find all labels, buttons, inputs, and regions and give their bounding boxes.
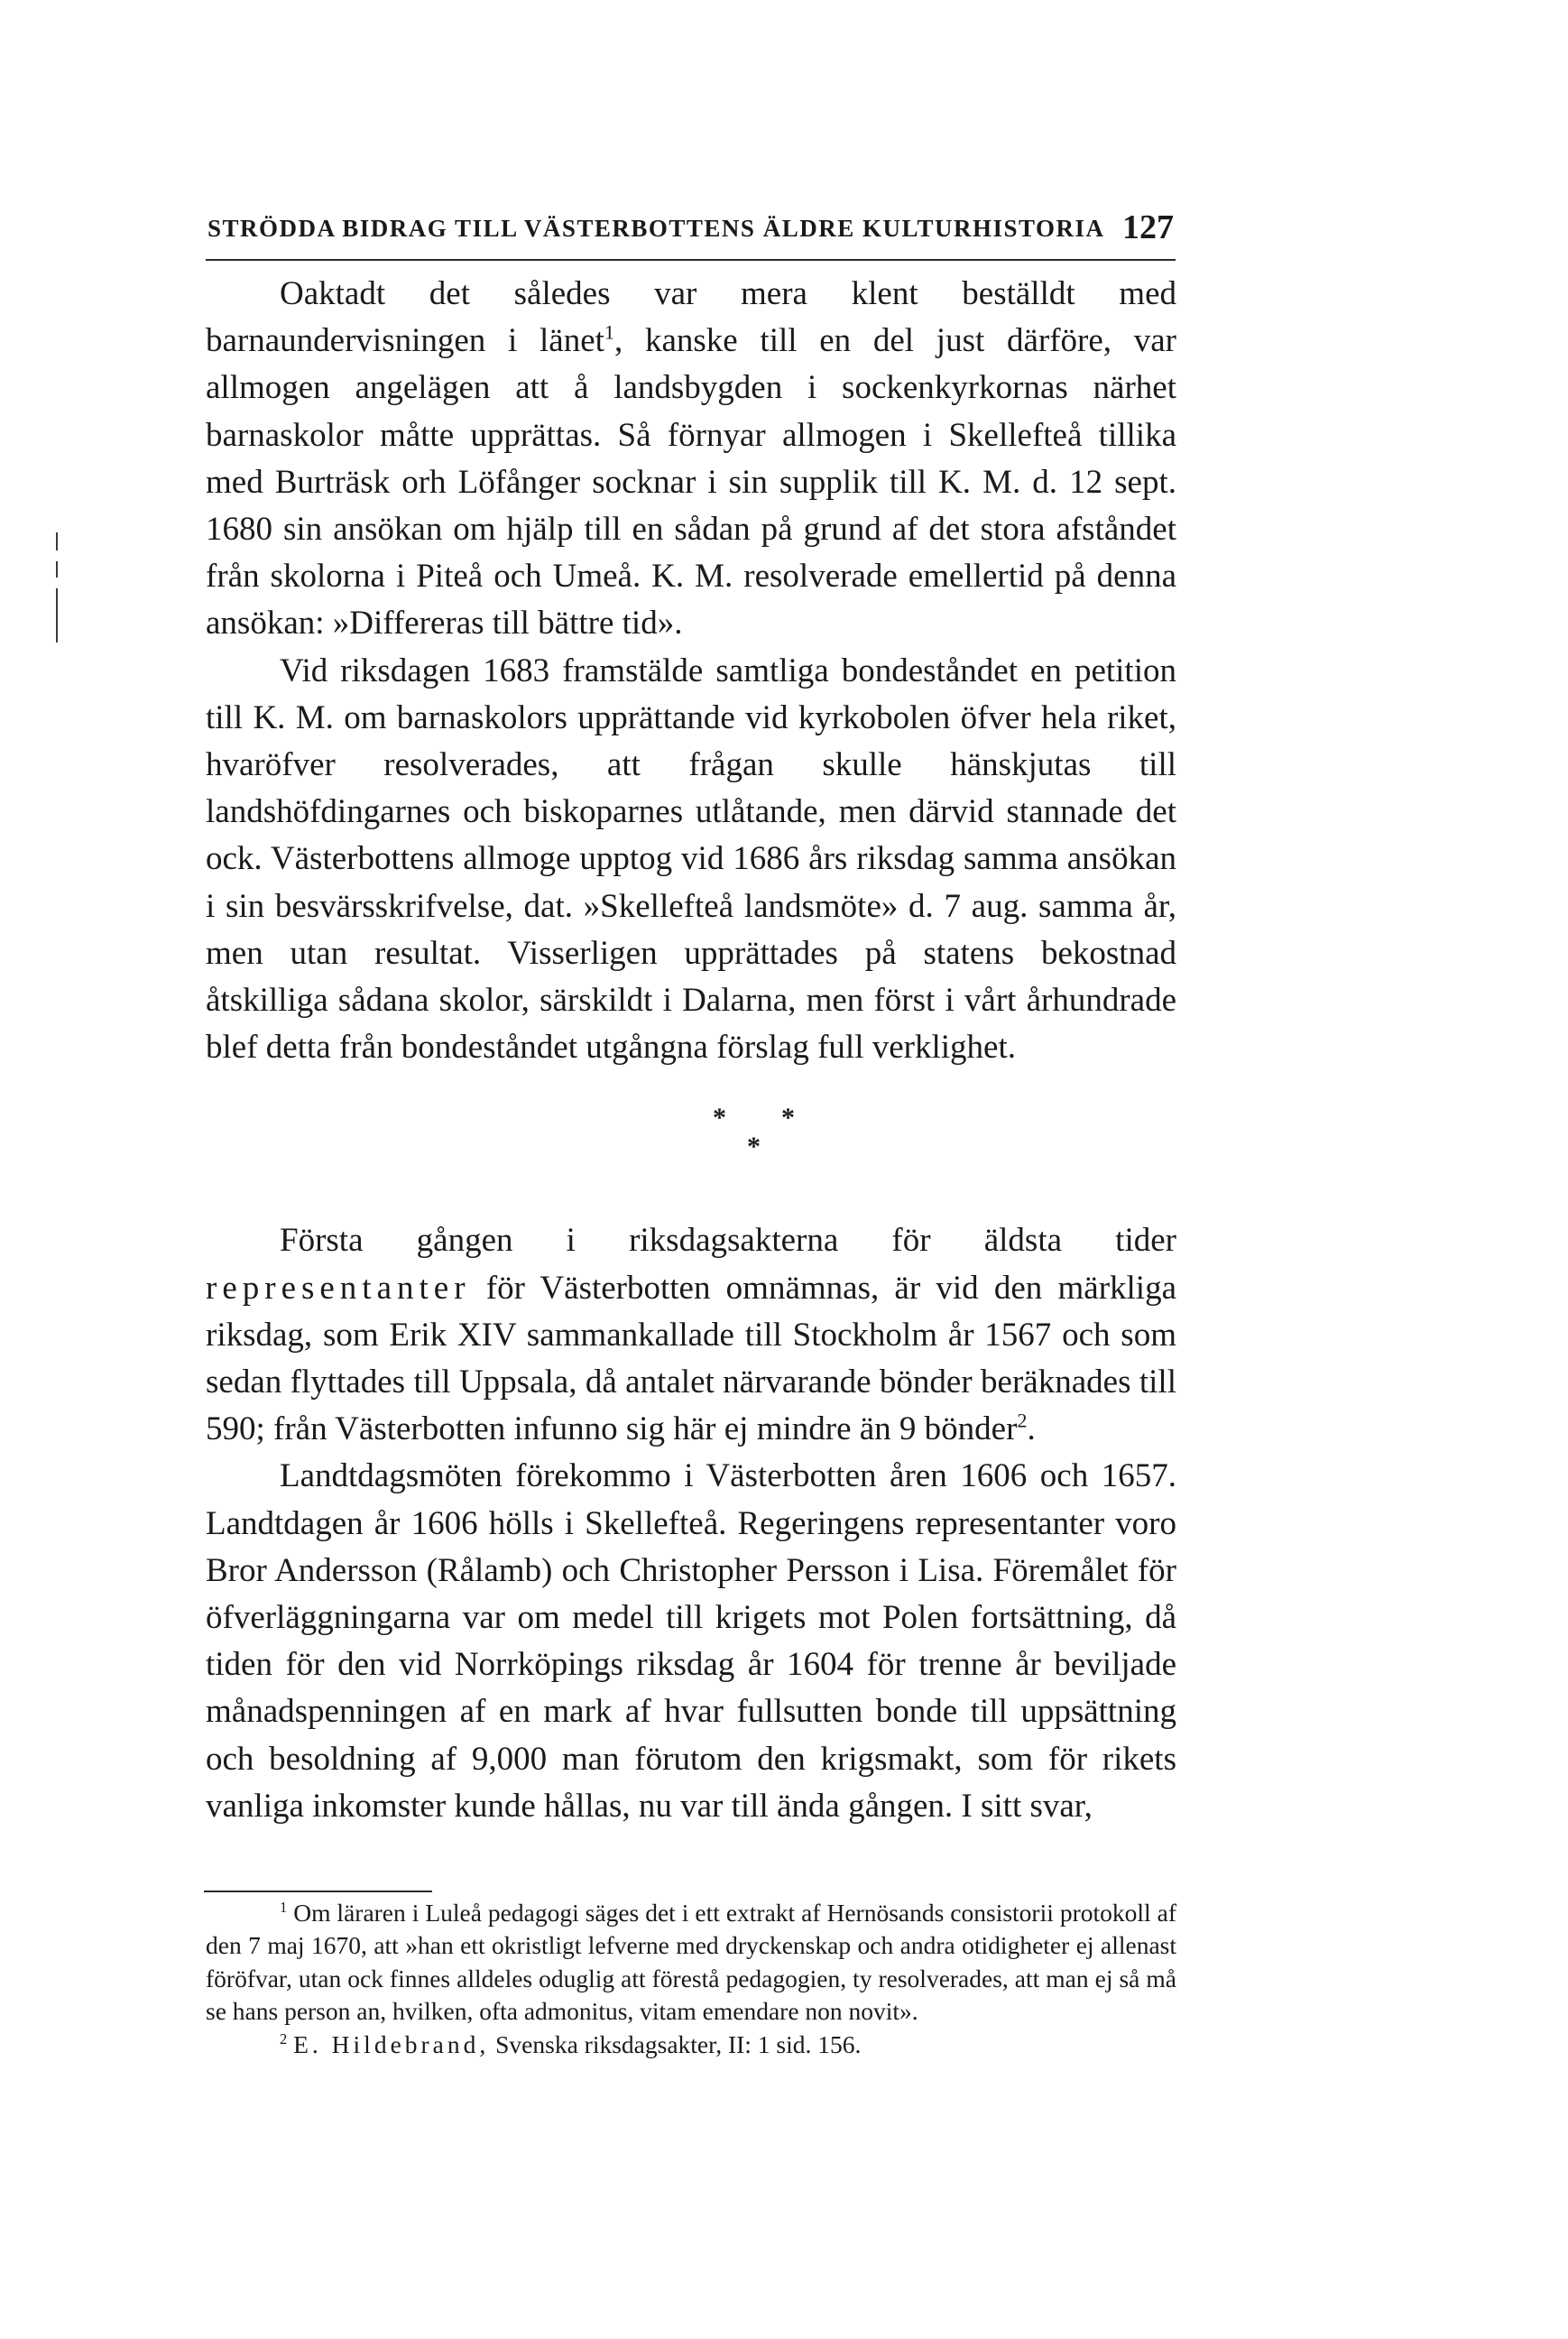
text-run: . <box>1027 1410 1036 1448</box>
running-head <box>206 204 1174 258</box>
paragraph <box>206 1217 1176 1453</box>
asterism-star: * <box>713 1103 726 1133</box>
running-head-title: STRÖDDA BIDRAG TILL VÄSTERBOTTENS ÄLDRE KULTURHISTORIA <box>208 215 1105 242</box>
section-break <box>206 1071 1176 1217</box>
margin-mark <box>56 561 58 578</box>
spaced-emphasis: E. Hildebrand, <box>293 2029 490 2058</box>
page-number: 127 <box>1122 208 1174 246</box>
spaced-emphasis: representanter <box>206 1269 471 1307</box>
main-text <box>206 271 1176 1830</box>
footnote <box>206 2029 1176 2061</box>
footnote <box>206 1897 1176 2029</box>
text-run: , kanske till en del just därföre, var allmogen angelägen att å landsbygden i sockenkyrkornas närhet barnaskolor måtte upprättas. Så förnyar allmogen i Skellefteå tillika med Burträsk orh Löfånger socknar i sin supplik till K. M. d. 12 sept. 1680 sin ansökan om hjälp till en sådan på grund af det stora afståndet från skolorna i Piteå och Umeå. K. M. resolverade emellertid på denna ansökan: »Differeras till bättre tid». <box>206 322 1176 643</box>
margin-mark <box>56 588 58 643</box>
text-run: Oaktadt det således var mera klent beställdt med barnaundervisningen i länet <box>206 275 1176 360</box>
header-rule <box>206 259 1176 261</box>
footnotes <box>206 1897 1176 2061</box>
margin-mark <box>56 532 58 550</box>
paragraph <box>206 648 1176 1072</box>
asterism-star: * <box>781 1103 795 1133</box>
footnote-rule <box>204 1891 432 1892</box>
footnote-marker: 2 <box>1017 1409 1028 1432</box>
text-run: Om läraren i Luleå pedagogi säges det i ett extrakt af Hernösands consistorii protokoll af den 7 maj 1670, att »han ett okristligt lefverne med dryckenskap och andra otidigheter ej allenast föröfvar, utan ock finnes alldeles oduglig att förestå pedagogien, ty resolverades, att man ej så må se hans person an, hvilken, ofta admonitus, vitam emendare non novit». <box>206 1899 1176 2026</box>
paragraph <box>206 271 1176 648</box>
text-run: Landtdagsmöten förekommo i Västerbotten åren 1606 och 1657. Landtdagen år 1606 hölls i Skellefteå. Regeringens representanter voro Bror Andersson (Rålamb) och Christopher Persson i Lisa. Föremålet för öfverläggningarna var om medel till krigets mot Polen fortsättning, då tiden för den vid Norrköpings riksdag år 1604 för trenne år beviljade månadspenningen af en mark af hvar fullsutten bonde till uppsättning och besoldning af 9,000 man förutom den krigsmakt, som för rikets vanliga inkomster kunde hållas, nu var till ända gången. I sitt svar, <box>206 1457 1176 1825</box>
text-run: Vid riksdagen 1683 framstälde samtliga bondeståndet en petition till K. M. om barnaskolors upprättande vid kyrkobolen öfver hela riket, hvaröfver resolverades, att frågan skulle hänskjutas till landshöfdingarnes och biskoparnes utlåtande, men därvid stannade det ock. Västerbottens allmoge upptog vid 1686 års riksdag samma ansökan i sin besvärsskrifvelse, dat. »Skellefteå landsmöte» d. 7 aug. samma år, men utan resultat. Visserligen upprättades på statens bekostnad åtskilliga sådana skolor, särskildt i Dalarna, men först i vårt århundrade blef detta från bondeståndet utgångna förslag full verklighet. <box>206 652 1176 1067</box>
text-run: för Västerbotten omnämnas, är vid den märkliga riksdag, som Erik XIV sammankallade till Stockholm år 1567 och som sedan flyttades till Uppsala, då antalet närvarande bönder beräknades till 590; från Västerbotten infunno sig här ej mindre än 9 bönder <box>206 1269 1176 1448</box>
footnote-marker: 1 <box>604 320 614 344</box>
footnote-marker: 1 <box>280 1898 288 1916</box>
text-run: Svenska riksdagsakter, II: 1 sid. 156. <box>489 2029 862 2058</box>
footnote-marker: 2 <box>280 2029 288 2048</box>
paragraph <box>206 1453 1176 1830</box>
text-run: Första gången i riksdagsakterna för äldsta tider <box>280 1222 1176 1260</box>
asterism-star: * <box>747 1132 761 1162</box>
